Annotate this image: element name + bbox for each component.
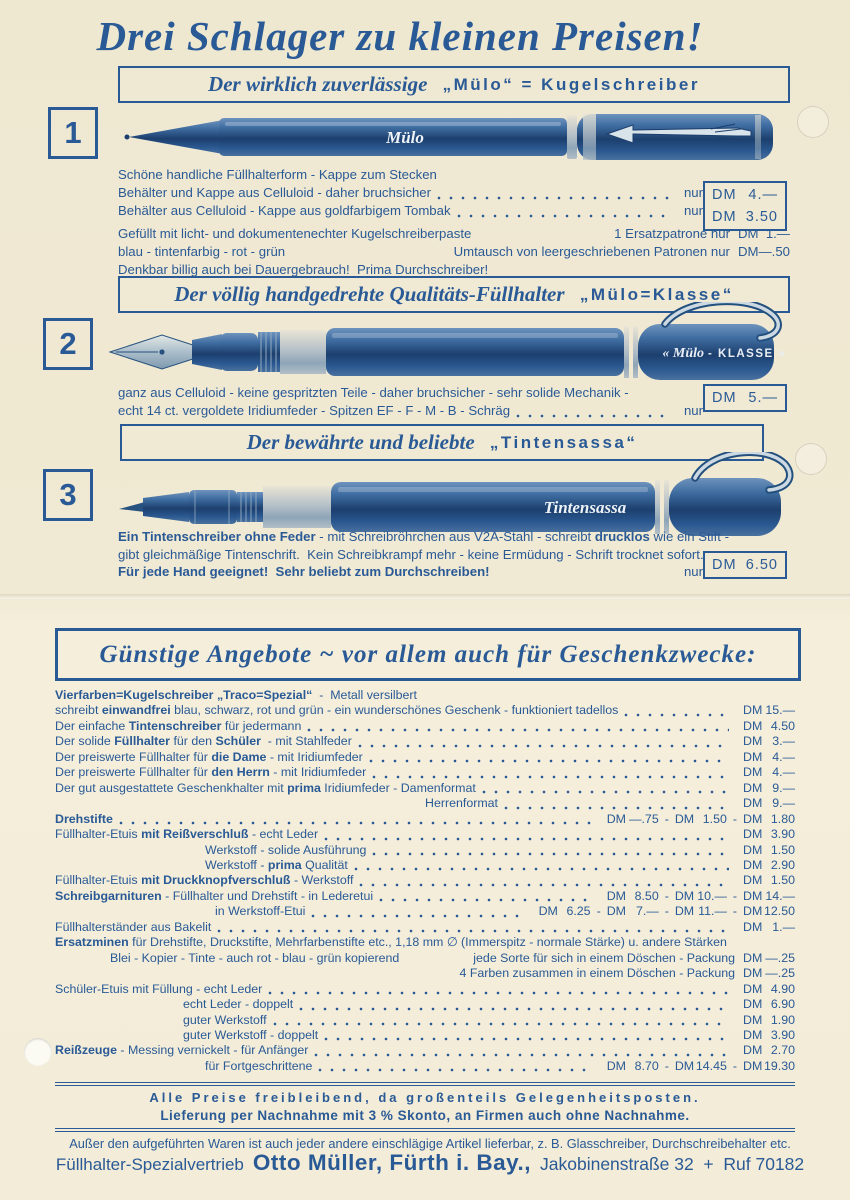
pen3-brand-label: Tintensassa	[543, 498, 627, 517]
fountain-pen-illustration	[100, 302, 800, 388]
section3-number-badge: 3	[43, 469, 93, 521]
company-address: Jakobinenstraße 32 + Ruf 70182	[540, 1154, 805, 1174]
price-row: 4 Farben zusammen in einem Döschen - Packung DM —.25	[459, 966, 795, 981]
price-row: Füllhalter-Etuis mit Reißverschluß - echt Leder DM 3.90	[55, 827, 795, 842]
company-name: Otto Müller, Fürth i. Bay.,	[252, 1150, 531, 1175]
price-value: DM 3.50	[712, 209, 778, 225]
section1-header	[118, 66, 790, 103]
section2-header-brand: „Mülo=Klasse“	[579, 284, 734, 304]
price-row: Denkbar billig auch bei Dauergebrauch! Prima Durchschreiber!	[118, 262, 489, 277]
price-row: Gefüllt mit licht- und dokumentenechter Kugelschreiberpaste 1 Ersatzpatrone nur DM 1.—	[118, 226, 790, 241]
price-row: Schreibgarnituren - Füllhalter und Drehstift - in Lederetui DM 8.50 - DM 10.— - DM 14.—	[55, 888, 795, 903]
price-row: Vierfarben=Kugelschreiber „Traco=Spezial“ - Metall versilbert	[55, 688, 417, 702]
pen1-brand-label: Mülo	[386, 128, 424, 147]
punch-hole	[797, 106, 829, 138]
price-row: guter Werkstoff - doppelt DM 3.90	[183, 1027, 795, 1042]
price-row: Werkstoff - prima Qualität DM 2.90	[205, 857, 795, 872]
offers-price-list	[55, 688, 795, 1074]
price-row: schreibt einwandfrei blau, schwarz, rot und grün - ein wunderschönes Geschenk - funktioniert tadellos DM 15.—	[55, 703, 795, 718]
price-row: Füllhalter-Etuis mit Druckknopfverschluß - Werkstoff DM 1.50	[55, 873, 795, 888]
price-row: ganz aus Celluloid - keine gespritzten Teile - daher bruchsicher - sehr solide Mechanik -	[118, 385, 629, 400]
section1-price-box	[703, 181, 787, 231]
punch-hole	[24, 1038, 52, 1066]
price-row: echt Leder - doppelt DM 6.90	[183, 997, 795, 1012]
price-value: DM 5.—	[712, 390, 778, 406]
offers-header: Günstige Angebote ~ vor allem auch für Geschenkzwecke:	[55, 628, 801, 681]
price-row: Behälter und Kappe aus Celluloid - daher bruchsicher nur	[118, 185, 703, 200]
price-row: blau - tintenfarbig - rot - grün Umtausch von leergeschriebenen Patronen nur DM —.50	[118, 244, 790, 259]
section2-number-badge: 2	[43, 318, 93, 370]
footer-note-prices: Alle Preise freibleibend, da großenteils Gelegenheitsposten.	[149, 1090, 701, 1105]
price-row: Der einfache Tintenschreiber für jedermann DM 4.50	[55, 718, 795, 733]
writing-tube-tip	[119, 502, 145, 512]
price-row: gibt gleichmäßige Tintenschrift. Kein Schreibkrampf mehr - keine Ermüdung - Schrift trocknet sofort.	[118, 546, 704, 562]
section1-number-badge: 1	[48, 107, 98, 159]
section2-text	[118, 384, 790, 420]
paper-fold-crease	[0, 594, 850, 599]
section2-price-box	[703, 384, 787, 412]
price-row: Ersatzminen für Drehstifte, Druckstifte, Mehrfarbenstifte etc., 1,18 mm ∅ (Immerspitz - normale Stärke) u. andere Stärken	[55, 935, 727, 950]
company-prefix: Füllhalter-Spezialvertrieb	[55, 1155, 244, 1174]
price-row: Reißzeuge - Messing vernickelt - für Anfänger DM 2.70	[55, 1043, 795, 1058]
divider-rule-bottom	[55, 1128, 795, 1132]
price-row: Der solide Füllhalter für den Schüler - mit Stahlfeder DM 3.—	[55, 734, 795, 749]
pen2-brand-label-script: « Mülo	[662, 346, 704, 361]
page-title: Drei Schlager zu kleinen Preisen!	[96, 13, 704, 59]
section3-header-brand: „Tintensassa“	[489, 432, 638, 452]
price-row: Ein Tintenschreiber ohne Feder - mit Schreibröhrchen aus V2A-Stahl - schreibt drucklos wie ein Stift -	[118, 529, 729, 544]
price-row: Schüler-Etuis mit Füllung - echt Leder DM 4.90	[55, 981, 795, 996]
section2-header-script: Der völlig handgedrehte Qualitäts-Füllhalter	[174, 282, 570, 306]
section1-text	[118, 166, 790, 279]
price-row: Herrenformat DM 9.—	[425, 796, 795, 811]
price-row: Behälter aus Celluloid - Kappe aus goldfarbigem Tombak nur	[118, 203, 703, 218]
section1-header-brand: „Mülo“ = Kugelschreiber	[442, 74, 700, 94]
price-row: Für jede Hand geeignet! Sehr beliebt zum Durchschreiben! nur	[118, 564, 703, 579]
ballpoint-pen-illustration	[115, 103, 787, 165]
section3-price-box	[703, 551, 787, 579]
price-row: Blei - Kopier - Tinte - auch rot - blau - grün kopierend jede Sorte für sich in einem Döschen - Packung DM —.25	[110, 950, 795, 965]
section3-header-script: Der bewährte und beliebte	[246, 430, 480, 454]
price-row: in Werkstoff-Etui DM 6.25 - DM 7.— - DM 11.— - DM 12.50	[215, 904, 795, 919]
ballpoint-tip	[125, 135, 130, 140]
price-row: Der preiswerte Füllhalter für den Herrn - mit Iridiumfeder DM 4.—	[55, 765, 795, 780]
footer-note-assortment: Außer den aufgeführten Waren ist auch jeder andere einschlägige Artikel lieferbar, z. B. Glasschreiber, Durchschreibehalter etc.	[69, 1136, 791, 1151]
section1-header-script: Der wirklich zuverlässige	[208, 72, 433, 96]
price-row: echt 14 ct. vergoldete Iridiumfeder - Spitzen EF - F - M - B - Schräg nur	[118, 403, 703, 418]
price-value: DM 6.50	[712, 557, 778, 573]
price-row: Der gut ausgestattete Geschenkhalter mit prima Iridiumfeder - Damenformat DM 9.—	[55, 780, 795, 795]
punch-hole	[795, 443, 827, 475]
price-row: Füllhalterständer aus Bakelit DM 1.—	[55, 919, 795, 934]
price-row: Schöne handliche Füllhalterform - Kappe zum Stecken	[118, 167, 437, 182]
pen2-brand-label-caps: - KLASSE »	[708, 348, 787, 360]
footer-note-delivery: Lieferung per Nachnahme mit 3 % Skonto, an Firmen auch ohne Nachnahme.	[160, 1108, 690, 1123]
price-row: für Fortgeschrittene DM 8.70 - DM 14.45 - DM 19.30	[205, 1058, 795, 1073]
price-row: Der preiswerte Füllhalter für die Dame - mit Iridiumfeder DM 4.—	[55, 749, 795, 764]
price-row: Werkstoff - solide Ausführung DM 1.50	[205, 842, 795, 857]
price-row: guter Werkstoff DM 1.90	[183, 1012, 795, 1027]
section3-text	[118, 528, 790, 581]
company-line	[40, 1150, 820, 1176]
price-row: Drehstifte DM —.75 - DM 1.50 - DM 1.80	[55, 811, 795, 826]
price-value: DM 4.—	[712, 187, 778, 203]
divider-rule-top	[55, 1082, 795, 1086]
